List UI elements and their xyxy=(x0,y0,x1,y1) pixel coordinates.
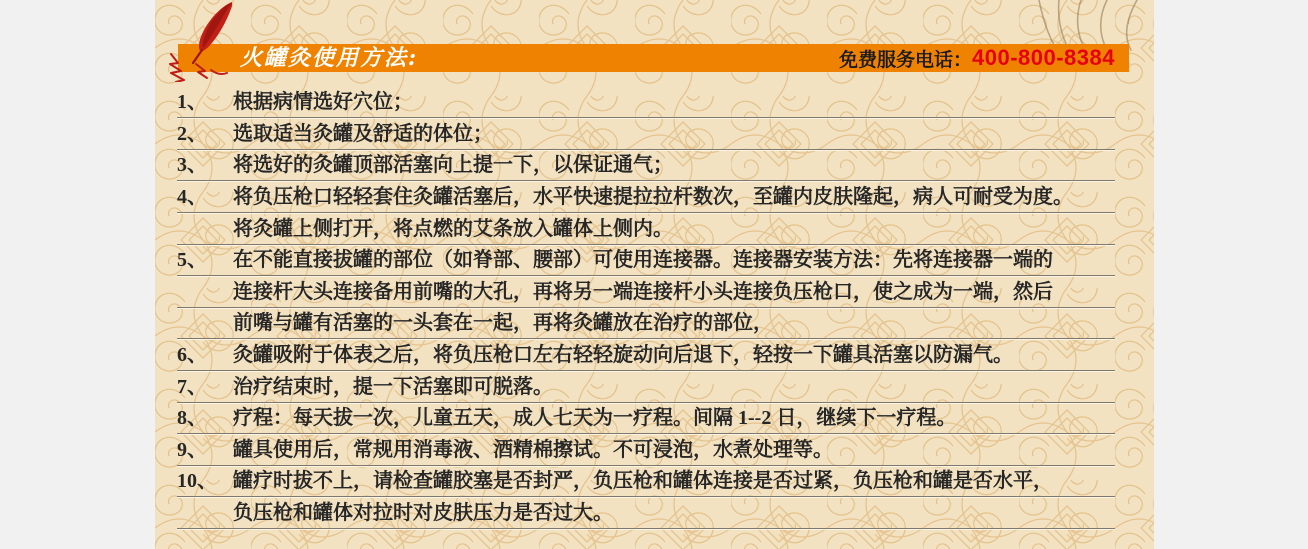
phone-number: 400-800-8384 xyxy=(971,45,1115,70)
list-item xyxy=(177,181,1115,213)
list-item xyxy=(177,118,1115,150)
red-quill-feather-icon xyxy=(166,0,250,82)
item-text: 罐具使用后，常规用消毒液、酒精棉擦试。不可浸泡，水煮处理等。 xyxy=(233,438,833,461)
list-item xyxy=(177,150,1115,182)
item-number: 6、 xyxy=(177,343,207,366)
header-bar xyxy=(178,44,1129,72)
list-item xyxy=(177,245,1115,277)
page-title: 火罐灸使用方法: xyxy=(240,45,419,71)
list-item xyxy=(177,497,1115,529)
list-item xyxy=(177,466,1115,498)
item-number: 3、 xyxy=(177,154,207,177)
list-item xyxy=(177,339,1115,371)
item-text: 连接杆大头连接备用前嘴的大孔，再将另一端连接杆小头连接负压枪口，使之成为一端，然后 xyxy=(233,280,1053,303)
service-phone xyxy=(839,45,1115,72)
item-number: 8、 xyxy=(177,407,207,430)
item-text: 将灸罐上侧打开，将点燃的艾条放入罐体上侧内。 xyxy=(233,217,673,240)
item-text: 治疗结束时，提一下活塞即可脱落。 xyxy=(233,375,553,398)
item-number: 2、 xyxy=(177,122,207,145)
item-text: 将负压枪口轻轻套住灸罐活塞后，水平快速提拉拉杆数次，至罐内皮肤隆起，病人可耐受为度。 xyxy=(233,185,1073,208)
list-item xyxy=(177,434,1115,466)
list-item xyxy=(177,371,1115,403)
item-text: 根据病情选好穴位； xyxy=(233,91,413,114)
phone-label: 免费服务电话： xyxy=(838,49,972,71)
item-number: 4、 xyxy=(177,185,207,208)
list-item xyxy=(177,87,1115,119)
list-item xyxy=(177,308,1115,340)
item-number: 9、 xyxy=(177,438,207,461)
item-text: 负压枪和罐体对拉时对皮肤压力是否过大。 xyxy=(233,501,613,524)
list-item xyxy=(177,213,1115,245)
item-text: 前嘴与罐有活塞的一头套在一起，再将灸罐放在治疗的部位， xyxy=(233,312,773,335)
item-number: 7、 xyxy=(177,375,207,398)
item-number: 1、 xyxy=(177,91,207,114)
instruction-list xyxy=(177,87,1115,529)
item-text: 选取适当灸罐及舒适的体位； xyxy=(233,122,493,145)
item-text: 疗程：每天拔一次，儿童五天，成人七天为一疗程。间隔 1--2 日，继续下一疗程。 xyxy=(233,407,957,430)
item-number: 5、 xyxy=(177,249,207,272)
item-text: 在不能直接拔罐的部位（如脊部、腰部）可使用连接器。连接器安装方法：先将连接器一端的 xyxy=(233,249,1053,272)
list-item xyxy=(177,403,1115,435)
instruction-panel xyxy=(155,0,1154,549)
item-number: 10、 xyxy=(177,470,217,493)
item-text: 灸罐吸附于体表之后，将负压枪口左右轻轻旋动向后退下，轻按一下罐具活塞以防漏气。 xyxy=(233,343,1013,366)
list-item xyxy=(177,276,1115,308)
item-text: 将选好的灸罐顶部活塞向上提一下，以保证通气； xyxy=(233,154,673,177)
item-text: 罐疗时拔不上，请检查罐胶塞是否封严，负压枪和罐体连接是否过紧，负压枪和罐是否水平， xyxy=(233,470,1053,493)
